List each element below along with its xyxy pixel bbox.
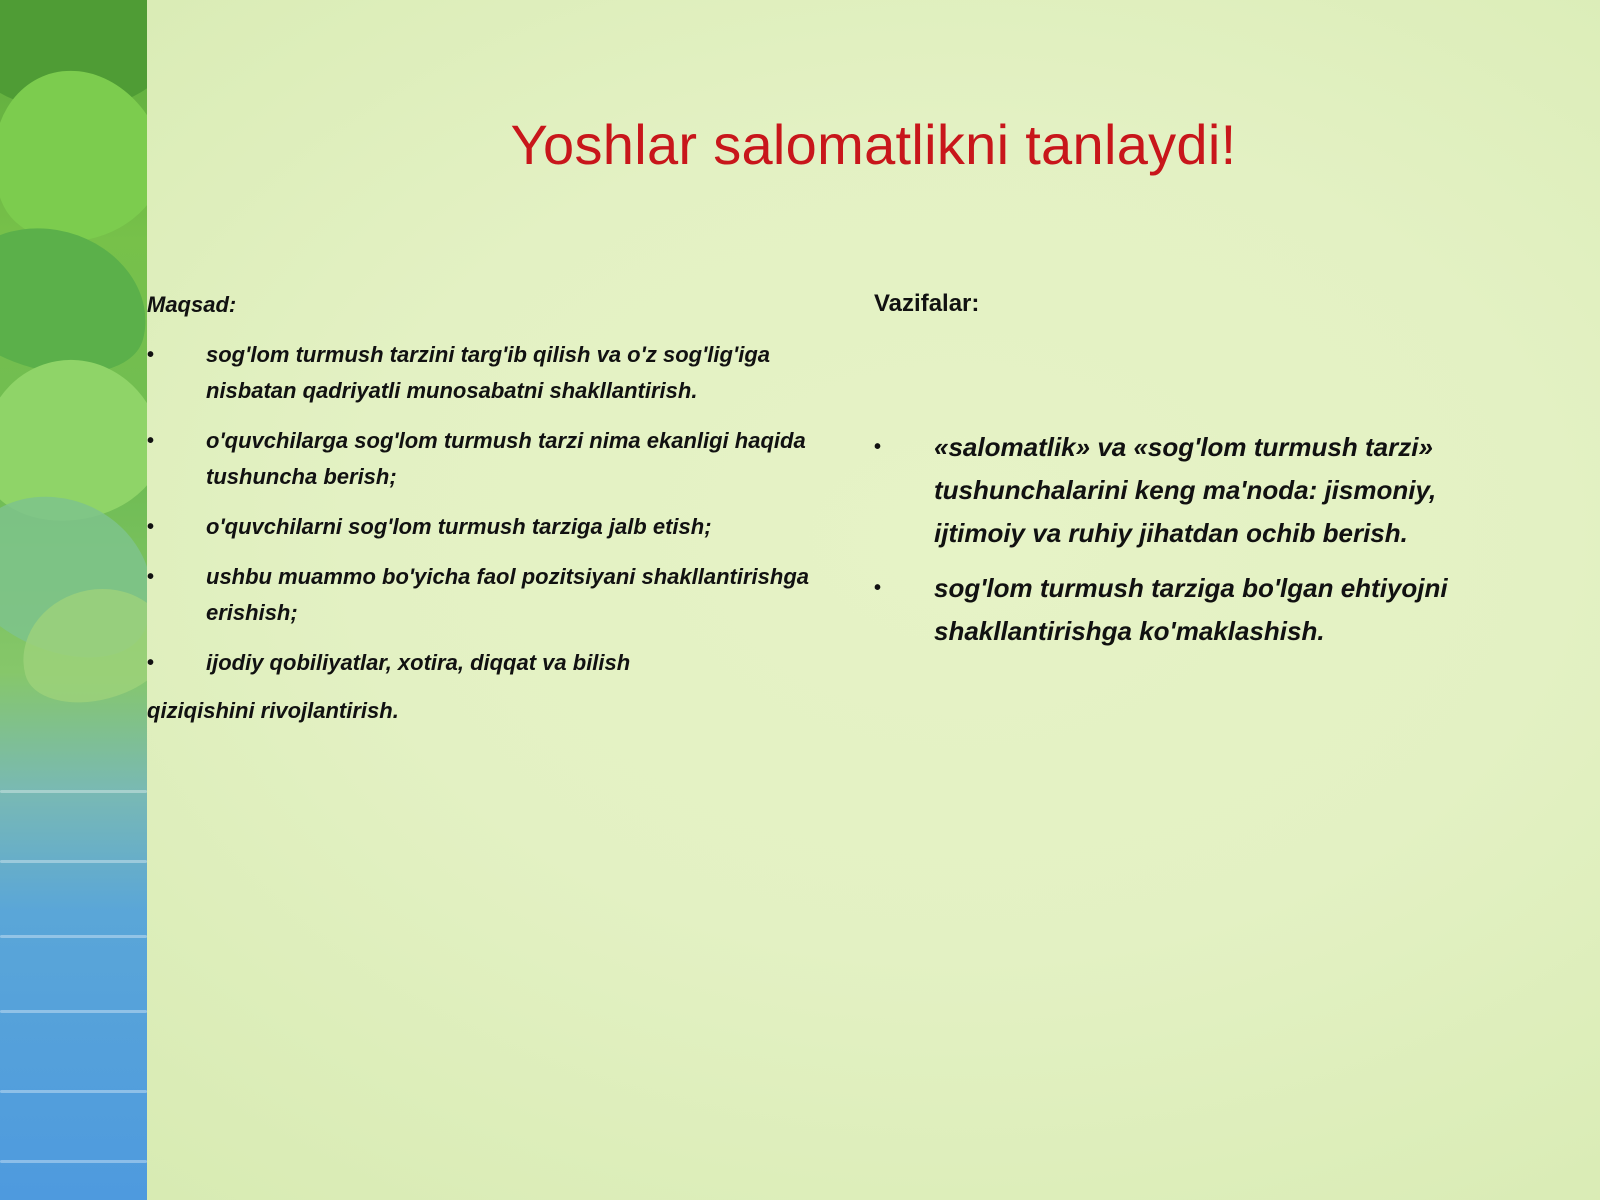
slide-title: Yoshlar salomatlikni tanlaydi!	[510, 113, 1237, 176]
list-item	[147, 337, 827, 409]
water-ripple	[0, 790, 147, 793]
maqsad-section	[147, 287, 827, 729]
bullet-dot: •	[147, 516, 155, 538]
vazifalar-list	[874, 426, 1494, 653]
list-item-text: o'quvchilarga sog'lom turmush tarzi nima ekanligi haqida tushuncha berish;	[206, 428, 806, 489]
list-item	[874, 426, 1494, 555]
list-item-text: sog'lom turmush tarziga bo'lgan ehtiyojni shakllantirishga ko'maklashish.	[934, 573, 1448, 646]
list-item	[147, 559, 827, 631]
list-item	[874, 567, 1494, 653]
water-ripple	[0, 1090, 147, 1093]
water-ripple	[0, 1010, 147, 1013]
list-item-text: sog'lom turmush tarzini targ'ib qilish va o'z sog'lig'iga nisbatan qadriyatli munosabatni shakllantirish.	[206, 342, 770, 403]
bullet-dot: •	[874, 436, 882, 458]
maqsad-heading: Maqsad:	[147, 292, 237, 317]
decorative-leaf-water-strip	[0, 0, 147, 1200]
bullet-dot: •	[147, 344, 155, 366]
bullet-dot: •	[147, 430, 155, 452]
vazifalar-section	[874, 290, 1494, 653]
list-item-text: ushbu muammo bo'yicha faol pozitsiyani shakllantirishga erishish;	[206, 564, 810, 625]
water-ripple	[0, 1160, 147, 1163]
list-item-text: o'quvchilarni sog'lom turmush tarziga jalb etish;	[206, 514, 712, 539]
vazifalar-heading: Vazifalar:	[874, 290, 980, 317]
list-item-text: ijodiy qobiliyatlar, xotira, diqqat va bilish	[206, 650, 631, 675]
list-item-text: «salomatlik» va «sog'lom turmush tarzi» tushunchalarini keng ma'noda: jismoniy, ijtimoiy va ruhiy jihatdan ochib berish.	[934, 432, 1437, 548]
list-continuation: qiziqishini rivojlantirish.	[147, 698, 399, 723]
bullet-dot: •	[874, 577, 882, 599]
bullet-dot: •	[147, 566, 155, 588]
water-ripple	[0, 935, 147, 938]
bullet-dot: •	[147, 652, 155, 674]
list-item	[147, 645, 827, 681]
list-item	[147, 423, 827, 495]
water-ripple	[0, 860, 147, 863]
list-item	[147, 509, 827, 545]
